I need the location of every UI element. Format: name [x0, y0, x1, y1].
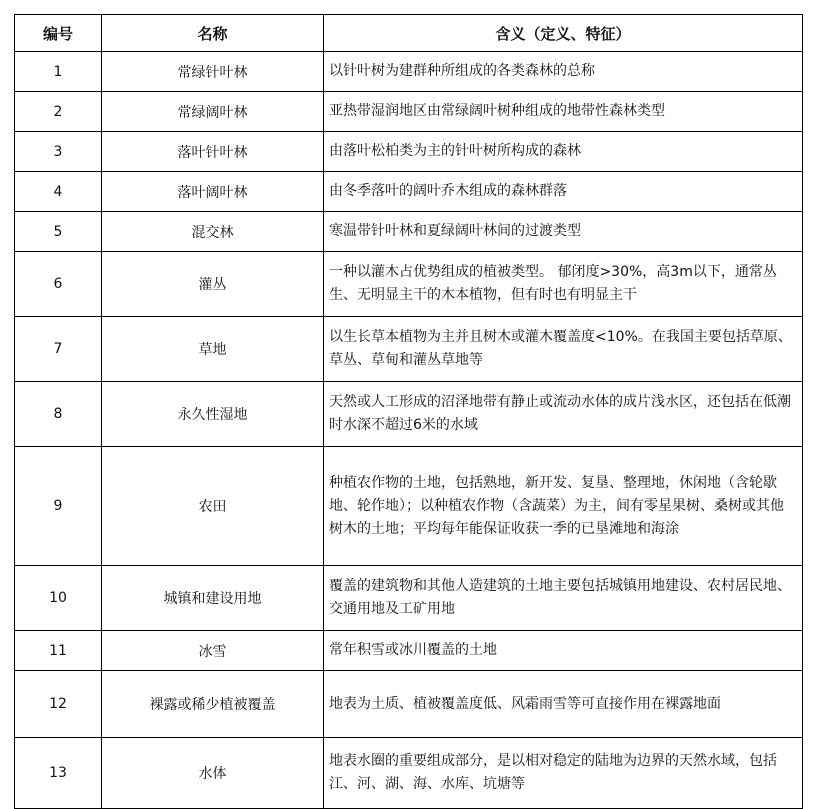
row-id: 5: [15, 212, 102, 252]
table-row: [15, 52, 803, 92]
row-id: 4: [15, 172, 102, 212]
row-definition: 天然或人工形成的沼泽地带有静止或流动水体的成片浅水区，还包括在低潮时水深不超过6米的水域: [324, 382, 803, 447]
table-row: [15, 382, 803, 447]
row-name: 水体: [102, 738, 324, 809]
row-id: 3: [15, 132, 102, 172]
header-row: [15, 15, 803, 52]
row-name: 草地: [102, 317, 324, 382]
row-name: 裸露或稀少植被覆盖: [102, 671, 324, 738]
table-row: [15, 212, 803, 252]
row-name: 灌丛: [102, 252, 324, 317]
row-definition: 地表水圈的重要组成部分，是以相对稳定的陆地为边界的天然水域，包括江、河、湖、海、水库、坑塘等: [324, 738, 803, 809]
row-definition: 以生长草本植物为主并且树木或灌木覆盖度<10%。在我国主要包括草原、草丛、草甸和灌丛草地等: [324, 317, 803, 382]
row-name: 混交林: [102, 212, 324, 252]
row-id: 13: [15, 738, 102, 809]
row-definition: 覆盖的建筑物和其他人造建筑的土地主要包括城镇用地建设、农村居民地、交通用地及工矿用地: [324, 566, 803, 631]
table-row: [15, 317, 803, 382]
row-definition: 由冬季落叶的阔叶乔木组成的森林群落: [324, 172, 803, 212]
row-id: 7: [15, 317, 102, 382]
row-id: 6: [15, 252, 102, 317]
row-name: 冰雪: [102, 631, 324, 671]
row-name: 常绿阔叶林: [102, 92, 324, 132]
row-definition: 寒温带针叶林和夏绿阔叶林间的过渡类型: [324, 212, 803, 252]
table-row: [15, 132, 803, 172]
row-id: 10: [15, 566, 102, 631]
table-row: [15, 447, 803, 566]
row-name: 农田: [102, 447, 324, 566]
row-id: 2: [15, 92, 102, 132]
header-name: 名称: [102, 15, 324, 52]
row-name: 常绿针叶林: [102, 52, 324, 92]
table-row: [15, 738, 803, 809]
row-name: 永久性湿地: [102, 382, 324, 447]
row-id: 9: [15, 447, 102, 566]
table-row: [15, 252, 803, 317]
row-definition: 地表为土质、植被覆盖度低、风霜雨雪等可直接作用在裸露地面: [324, 671, 803, 738]
row-name: 落叶阔叶林: [102, 172, 324, 212]
row-definition: 亚热带湿润地区由常绿阔叶树种组成的地带性森林类型: [324, 92, 803, 132]
header-id: 编号: [15, 15, 102, 52]
table-row: [15, 631, 803, 671]
row-id: 12: [15, 671, 102, 738]
row-id: 8: [15, 382, 102, 447]
row-definition: 由落叶松柏类为主的针叶树所构成的森林: [324, 132, 803, 172]
land-cover-table: [14, 14, 803, 809]
row-definition: 种植农作物的土地，包括熟地，新开发、复垦、整理地，休闲地（含轮歇地、轮作地）；以种植农作物（含蔬菜）为主，间有零星果树、桑树或其他树木的土地；平均每年能保证收获一季的已垦滩地和海涂: [324, 447, 803, 566]
row-definition: 一种以灌木占优势组成的植被类型。 郁闭度>30%，高3m以下，通常丛生、无明显主干的木本植物，但有时也有明显主干: [324, 252, 803, 317]
row-id: 11: [15, 631, 102, 671]
row-definition: 以针叶树为建群种所组成的各类森林的总称: [324, 52, 803, 92]
table-row: [15, 671, 803, 738]
row-definition: 常年积雪或冰川覆盖的土地: [324, 631, 803, 671]
table-row: [15, 172, 803, 212]
table-row: [15, 92, 803, 132]
table-row: [15, 566, 803, 631]
header-definition: 含义（定义、特征）: [324, 15, 803, 52]
row-name: 城镇和建设用地: [102, 566, 324, 631]
row-id: 1: [15, 52, 102, 92]
row-name: 落叶针叶林: [102, 132, 324, 172]
